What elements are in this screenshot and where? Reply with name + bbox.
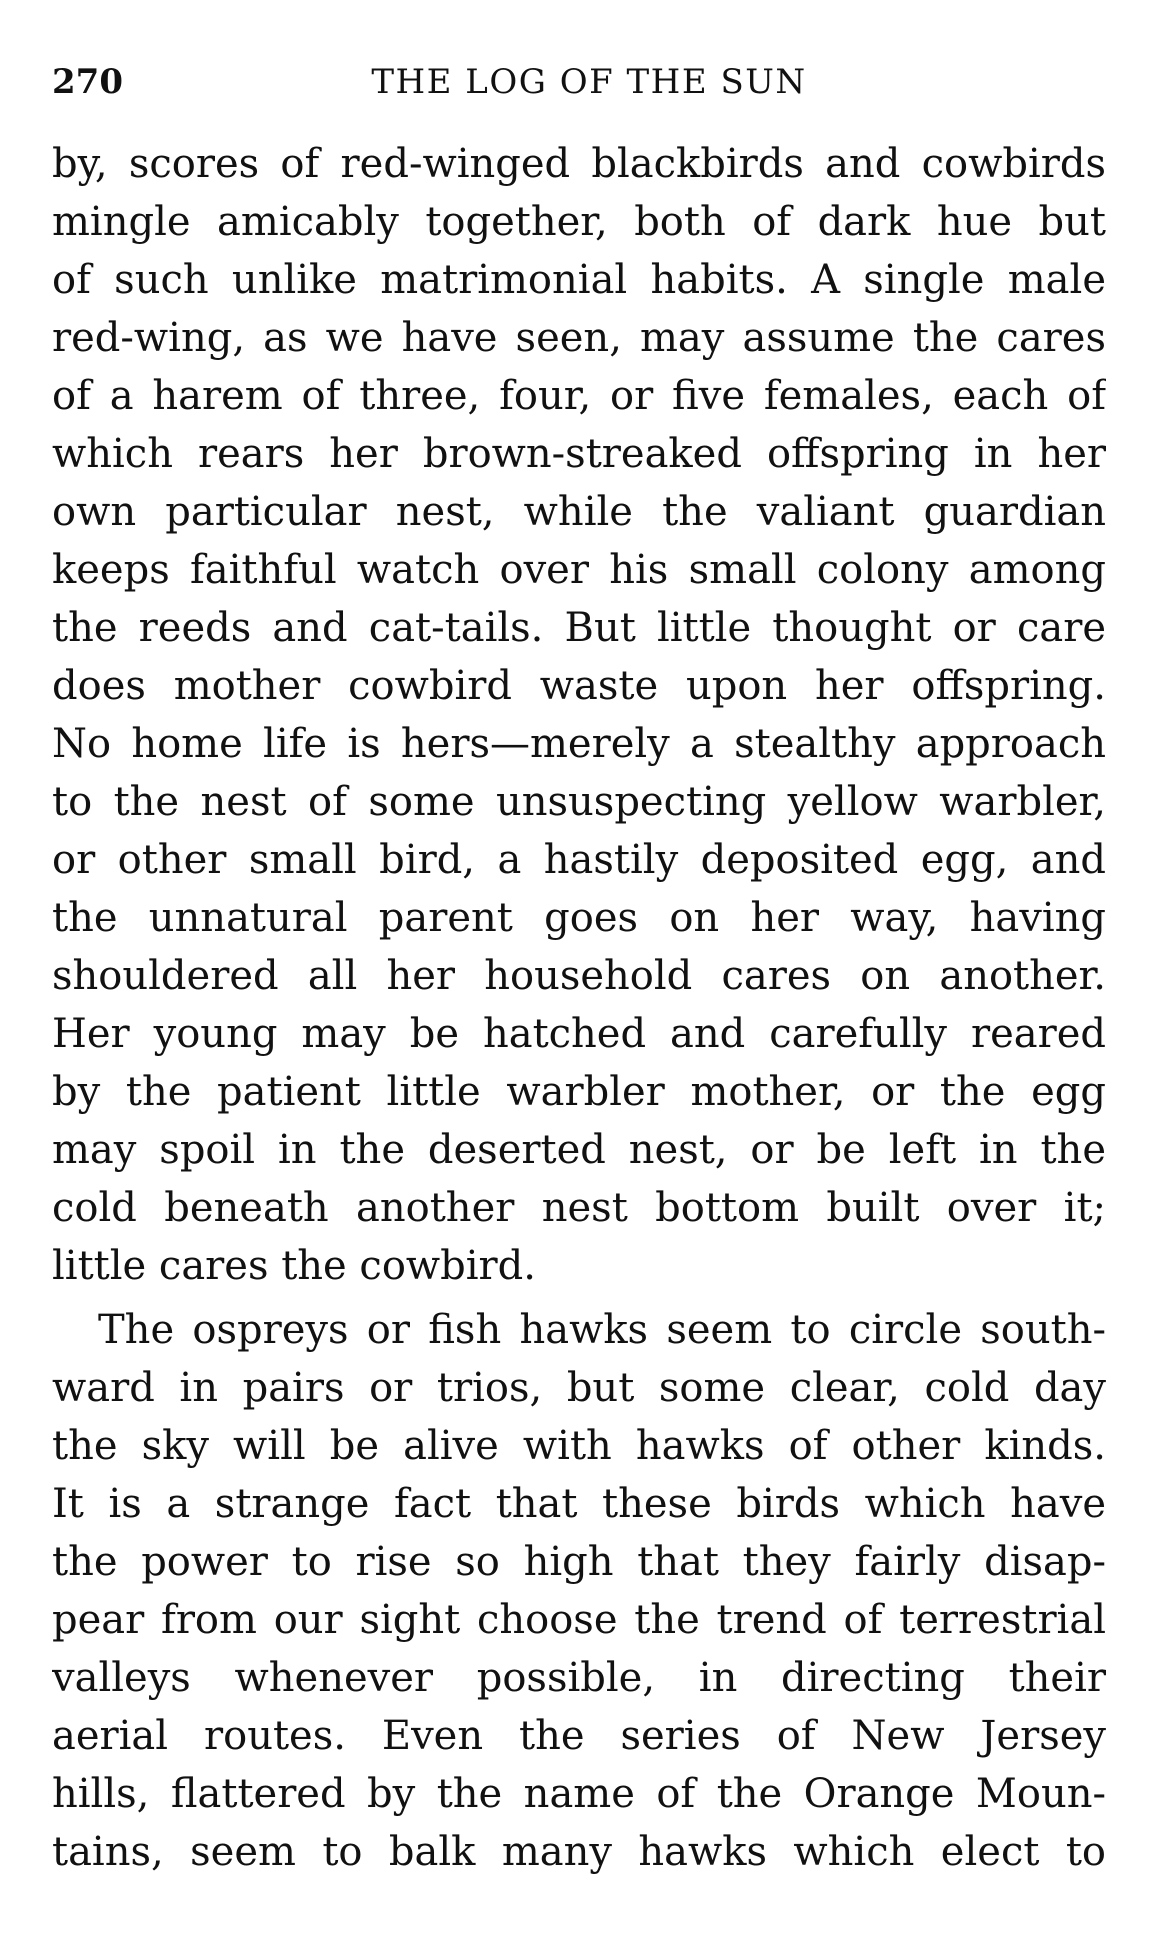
- text-line: of a harem of three, four, or five females, each of: [52, 373, 1106, 419]
- text-line: aerial routes. Even the series of New Jersey: [52, 1713, 1106, 1759]
- text-line: pear from our sight choose the trend of terrestrial: [52, 1597, 1106, 1643]
- text-line: shouldered all her household cares on another.: [52, 953, 1106, 999]
- paragraph-2: [52, 1301, 1106, 1881]
- text-line: tains, seem to balk many hawks which elect to: [52, 1829, 1106, 1875]
- text-line: Her young may be hatched and carefully reared: [52, 1011, 1106, 1057]
- page-number: 270: [52, 62, 123, 102]
- text-line: by the patient little warbler mother, or the egg: [52, 1069, 1106, 1115]
- page-header: [52, 62, 1106, 110]
- text-line: hills, flattered by the name of the Orange Moun-: [52, 1771, 1106, 1817]
- text-line: mingle amicably together, both of dark hue but: [52, 199, 1106, 245]
- text-line: ward in pairs or trios, but some clear, cold day: [52, 1365, 1106, 1411]
- text-line: valleys whenever possible, in directing their: [52, 1655, 1106, 1701]
- text-line: little cares the cowbird.: [52, 1243, 536, 1289]
- text-line: by, scores of red-winged blackbirds and cowbirds: [52, 141, 1106, 187]
- text-line: keeps faithful watch over his small colony among: [52, 547, 1106, 593]
- text-line: may spoil in the deserted nest, or be left in the: [52, 1127, 1106, 1173]
- text-line: which rears her brown-streaked offspring in her: [52, 431, 1106, 477]
- text-line: red-wing, as we have seen, may assume the cares: [52, 315, 1106, 361]
- text-line: cold beneath another nest bottom built over it;: [52, 1185, 1106, 1231]
- text-line: It is a strange fact that these birds which have: [52, 1481, 1106, 1527]
- text-line: the unnatural parent goes on her way, having: [52, 895, 1106, 941]
- text-line: or other small bird, a hastily deposited egg, and: [52, 837, 1106, 883]
- text-line: the power to rise so high that they fairly disap-: [52, 1539, 1106, 1585]
- text-line: The ospreys or fish hawks seem to circle south-: [98, 1307, 1106, 1353]
- text-line: own particular nest, while the valiant guardian: [52, 489, 1106, 535]
- text-line: to the nest of some unsuspecting yellow warbler,: [52, 779, 1106, 825]
- text-line: the sky will be alive with hawks of other kinds.: [52, 1423, 1106, 1469]
- text-line: No home life is hers—merely a stealthy approach: [52, 721, 1106, 767]
- text-line: of such unlike matrimonial habits. A single male: [52, 257, 1106, 303]
- running-title: THE LOG OF THE SUN: [371, 62, 807, 102]
- text-line: does mother cowbird waste upon her offspring.: [52, 663, 1106, 709]
- text-line: the reeds and cat-tails. But little thought or care: [52, 605, 1106, 651]
- paragraph-1: [52, 135, 1106, 1295]
- body-text: [52, 135, 1106, 1881]
